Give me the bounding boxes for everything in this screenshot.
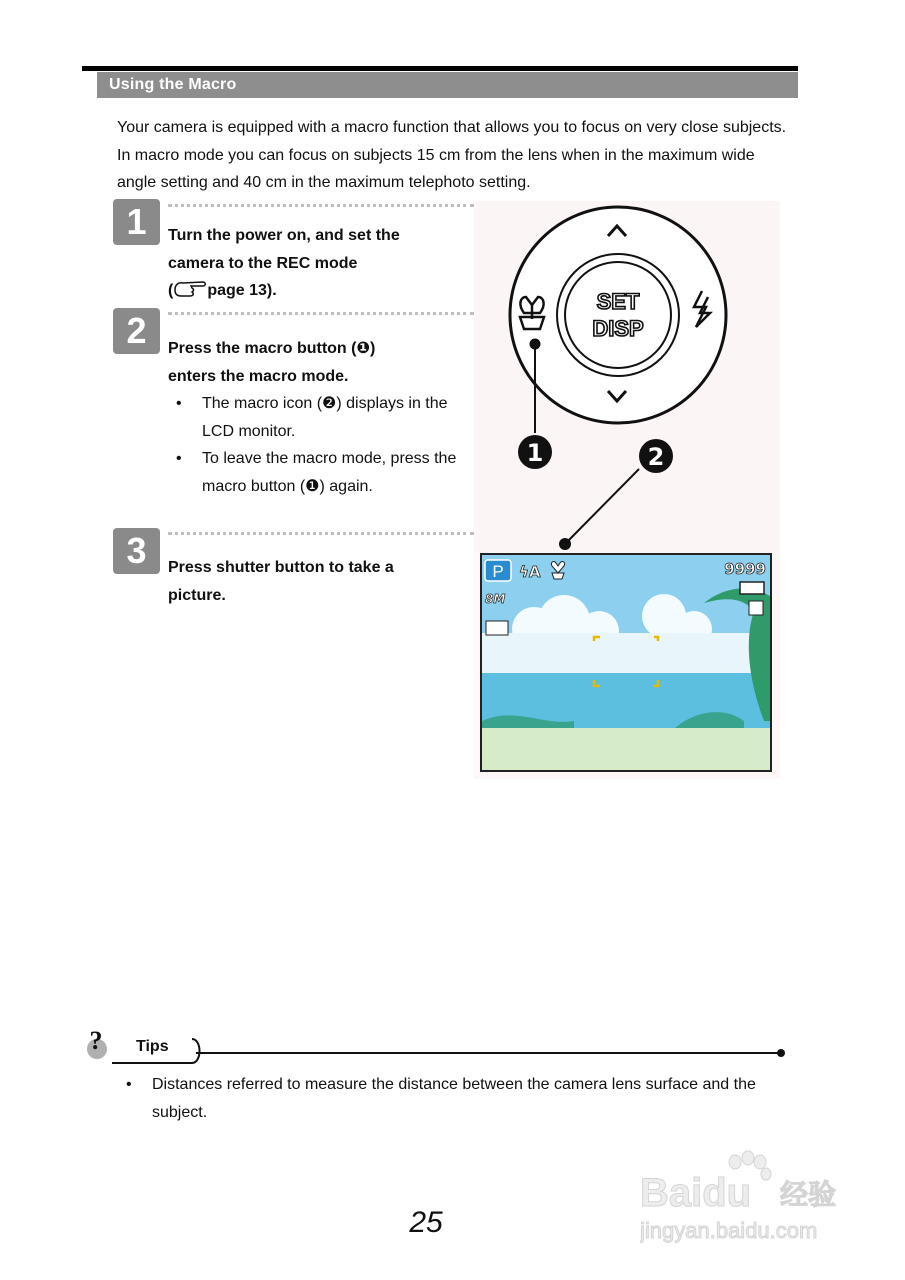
section-title: Using the Macro: [97, 72, 798, 98]
lcd-shots-remaining: 9999: [724, 560, 766, 578]
svg-text:1: 1: [526, 439, 544, 467]
memory-card-icon: [749, 601, 763, 615]
tips-rule: [112, 1036, 792, 1066]
step-1-badge: 1: [113, 199, 160, 245]
page-number: 25: [409, 1206, 443, 1239]
lcd-flash-auto: ϟA: [519, 563, 541, 581]
step-divider: [168, 312, 474, 315]
step-divider: [168, 532, 474, 535]
tips-label: Tips: [136, 1038, 169, 1055]
tips-list: [126, 1071, 786, 1126]
lcd-resolution: 8M: [485, 592, 506, 606]
step-3-badge: 3: [113, 528, 160, 574]
baidu-watermark-logo: [640, 1148, 855, 1248]
step-2-badge: 2: [113, 308, 160, 354]
lcd-monitor: [481, 554, 771, 771]
svg-text:?: ?: [89, 1029, 103, 1055]
disp-label: DISP: [592, 316, 644, 341]
question-icon: [84, 1029, 110, 1059]
quality-icon: [486, 621, 508, 635]
watermark-url: jingyan.baidu.com: [640, 1218, 818, 1243]
lcd-mode: P: [492, 562, 504, 581]
step-2-bullets: [174, 390, 474, 500]
top-rule: [82, 66, 798, 71]
watermark-cn: 经验: [780, 1178, 837, 1211]
list-item: • Distances referred to measure the distance between the camera lens surface and the subject.: [126, 1076, 756, 1121]
step-2-text: Press the macro button (❶) enters the macro mode.: [168, 340, 376, 385]
set-label: SET: [596, 289, 640, 314]
svg-text:2: 2: [647, 443, 665, 471]
list-item: • To leave the macro mode, press the macro button (❶) again.: [176, 450, 457, 495]
intro-paragraph: Your camera is equipped with a macro function that allows you to focus on very close subjects. In macro mode you can focus on subjects 15 cm from the lens when in the maximum wide angle setting and 40 cm in the maximum telephoto setting.: [117, 119, 787, 191]
step-1-text: Turn the power on, and set the camera to the REC mode ( page 13).: [168, 227, 400, 299]
battery-icon: [740, 582, 764, 594]
step-3-text: Press shutter button to take a picture.: [168, 559, 394, 604]
step-divider: [168, 204, 474, 207]
list-item: • The macro icon (❷) displays in the LCD monitor.: [176, 395, 448, 440]
camera-diagram: [474, 201, 780, 779]
watermark-brand: Baidu: [640, 1171, 752, 1215]
pointing-hand-icon: [173, 278, 207, 298]
